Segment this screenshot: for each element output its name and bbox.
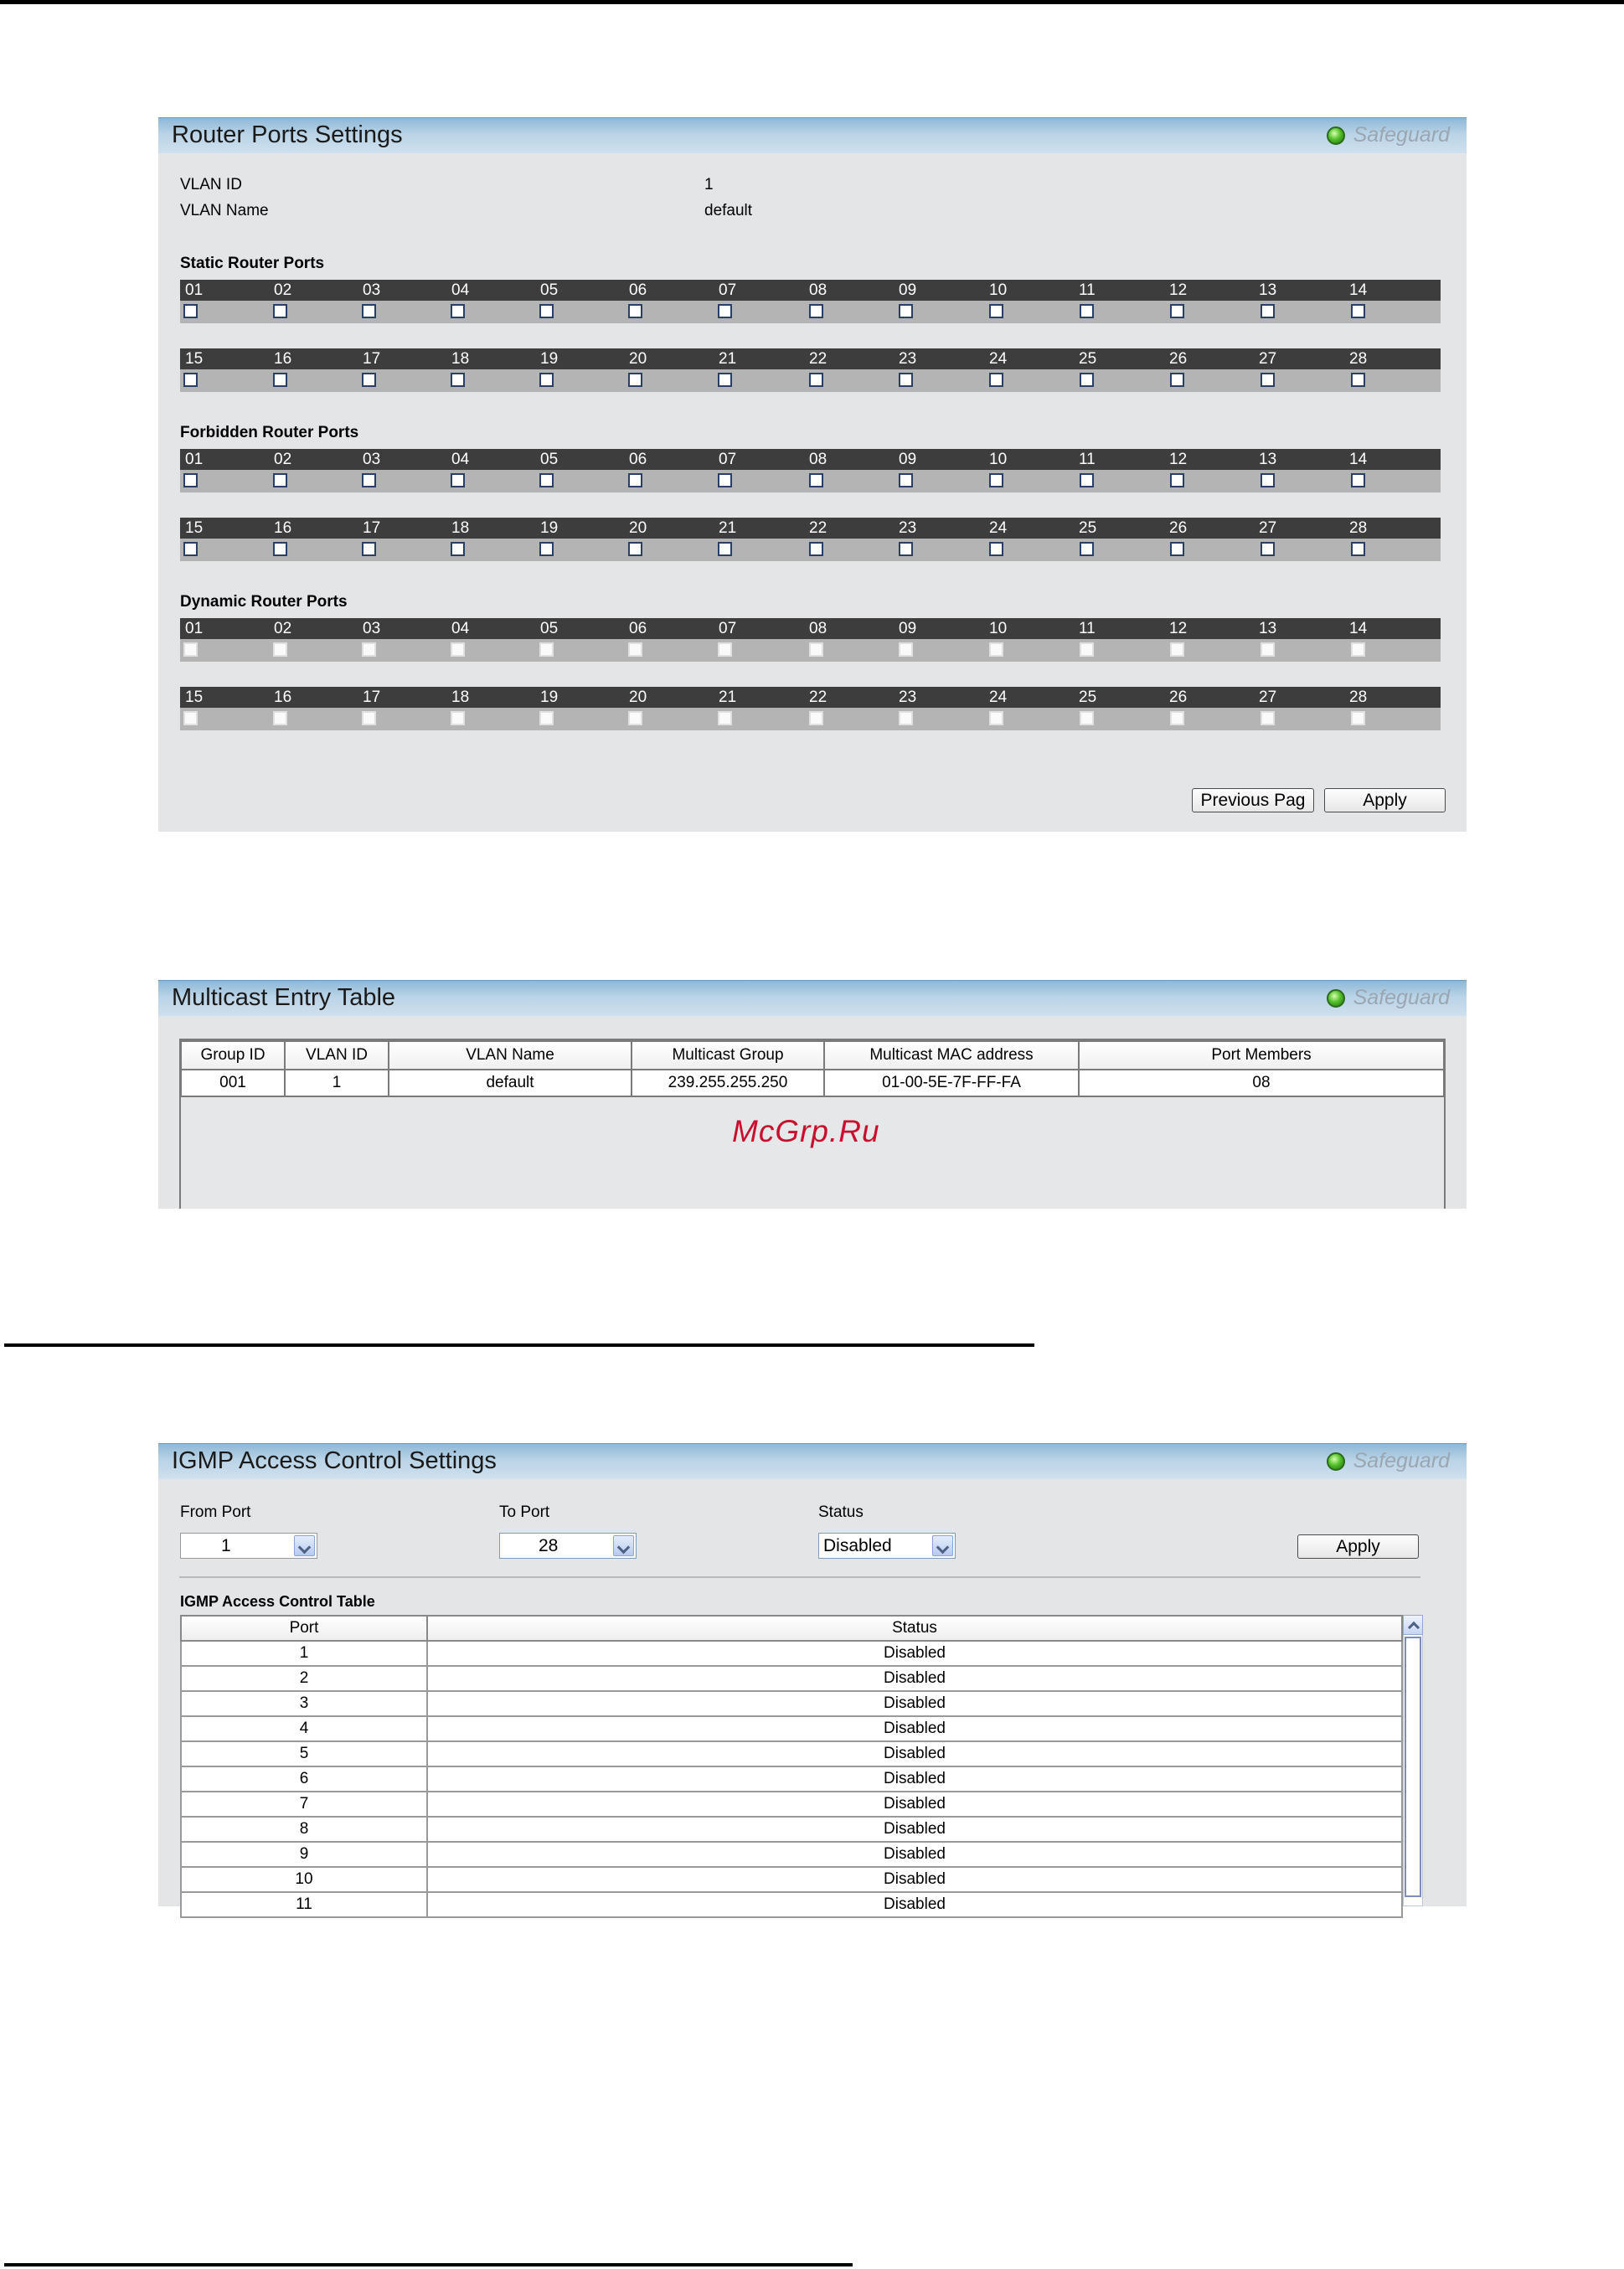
chevron-down-icon[interactable] xyxy=(613,1535,634,1556)
port-checkbox[interactable] xyxy=(628,542,642,556)
table-row xyxy=(181,1766,1402,1792)
port-checkbox[interactable] xyxy=(273,304,287,318)
port-number: 19 xyxy=(540,688,559,706)
column-header: Group ID xyxy=(181,1041,285,1070)
status-cell: Disabled xyxy=(427,1892,1402,1917)
port-number: 19 xyxy=(540,519,559,537)
port-number: 13 xyxy=(1259,281,1277,299)
port-number: 24 xyxy=(989,688,1008,706)
port-number: 15 xyxy=(185,350,204,368)
table-cell: 1 xyxy=(285,1070,389,1096)
port-checkbox[interactable] xyxy=(718,373,732,387)
port-number: 23 xyxy=(899,688,917,706)
section-title: Static Router Ports xyxy=(180,255,325,272)
port-number: 09 xyxy=(899,620,917,637)
from-port-value: 1 xyxy=(221,1536,231,1555)
apply-button[interactable]: Apply xyxy=(1324,788,1446,812)
port-checkbox[interactable] xyxy=(183,373,198,387)
port-number: 14 xyxy=(1349,620,1368,637)
port-number: 13 xyxy=(1259,620,1277,637)
to-port-label: To Port xyxy=(499,1503,550,1521)
multicast-entry-table xyxy=(180,1040,1445,1097)
column-header: VLAN ID xyxy=(285,1041,389,1070)
port-checkbox[interactable] xyxy=(718,542,732,556)
from-port-label: From Port xyxy=(180,1503,251,1521)
port-number: 10 xyxy=(989,281,1008,299)
to-port-select[interactable] xyxy=(499,1533,637,1559)
table-row xyxy=(181,1792,1402,1817)
port-number: 02 xyxy=(274,620,292,637)
port-checkbox xyxy=(539,711,554,725)
port-checkbox[interactable] xyxy=(451,473,465,487)
status-cell: Disabled xyxy=(427,1766,1402,1792)
table-cell: default xyxy=(389,1070,632,1096)
port-checkbox[interactable] xyxy=(1351,473,1365,487)
port-checkbox[interactable] xyxy=(451,373,465,387)
to-port-value: 28 xyxy=(539,1536,559,1555)
port-number: 04 xyxy=(451,451,470,468)
port-checkbox[interactable] xyxy=(539,373,554,387)
port-number-bar xyxy=(180,618,1441,639)
port-cell: 2 xyxy=(181,1666,427,1691)
port-number: 24 xyxy=(989,350,1008,368)
port-checkbox[interactable] xyxy=(809,542,823,556)
port-cell: 10 xyxy=(181,1867,427,1892)
port-number: 02 xyxy=(274,281,292,299)
port-checkbox[interactable] xyxy=(1080,373,1094,387)
port-number: 14 xyxy=(1349,281,1368,299)
port-checkbox xyxy=(1080,711,1094,725)
safeguard-indicator xyxy=(1327,1449,1450,1473)
port-checkbox xyxy=(628,642,642,657)
previous-page-button[interactable]: Previous Pag xyxy=(1192,788,1314,812)
router-ports-header xyxy=(158,117,1467,153)
port-cell: 3 xyxy=(181,1691,427,1716)
port-checkbox-bar xyxy=(180,470,1441,492)
table-row xyxy=(181,1741,1402,1766)
status-label: Status xyxy=(818,1503,864,1521)
port-checkbox[interactable] xyxy=(1170,304,1184,318)
port-checkbox[interactable] xyxy=(718,473,732,487)
port-number: 20 xyxy=(629,350,647,368)
port-checkbox[interactable] xyxy=(1080,542,1094,556)
table-row xyxy=(181,1641,1402,1666)
port-checkbox[interactable] xyxy=(1351,373,1365,387)
port-number: 06 xyxy=(629,451,647,468)
table-row xyxy=(181,1842,1402,1867)
port-checkbox xyxy=(539,642,554,657)
port-checkbox xyxy=(183,711,198,725)
port-number: 24 xyxy=(989,519,1008,537)
port-number: 14 xyxy=(1349,451,1368,468)
port-checkbox xyxy=(628,711,642,725)
port-checkbox[interactable] xyxy=(539,304,554,318)
section-title: Dynamic Router Ports xyxy=(180,593,348,611)
port-number: 28 xyxy=(1349,350,1368,368)
port-checkbox xyxy=(273,642,287,657)
safeguard-indicator xyxy=(1327,123,1450,147)
port-number: 22 xyxy=(809,519,827,537)
port-number: 06 xyxy=(629,281,647,299)
port-number-bar xyxy=(180,687,1441,708)
port-checkbox[interactable] xyxy=(539,473,554,487)
port-row xyxy=(180,618,1441,662)
port-cell: 11 xyxy=(181,1892,427,1917)
port-number: 04 xyxy=(451,281,470,299)
port-number: 04 xyxy=(451,620,470,637)
multicast-header xyxy=(158,980,1467,1016)
table-cell: 001 xyxy=(181,1070,285,1096)
port-number: 11 xyxy=(1079,451,1096,468)
port-number: 07 xyxy=(719,620,737,637)
port-checkbox[interactable] xyxy=(628,373,642,387)
port-checkbox xyxy=(451,642,465,657)
scroll-up-icon[interactable] xyxy=(1403,1615,1423,1635)
port-number: 16 xyxy=(274,519,292,537)
port-number: 26 xyxy=(1169,519,1188,537)
port-number: 20 xyxy=(629,519,647,537)
port-checkbox xyxy=(1261,642,1275,657)
port-number: 22 xyxy=(809,688,827,706)
port-checkbox[interactable] xyxy=(1261,304,1275,318)
port-row xyxy=(180,449,1441,492)
port-cell: 1 xyxy=(181,1641,427,1666)
port-checkbox[interactable] xyxy=(451,542,465,556)
panel-title: Router Ports Settings xyxy=(172,121,403,148)
status-cell: Disabled xyxy=(427,1867,1402,1892)
port-checkbox xyxy=(451,711,465,725)
port-number: 08 xyxy=(809,620,827,637)
table-cell: 08 xyxy=(1079,1070,1444,1096)
column-header: Port xyxy=(181,1616,427,1641)
port-checkbox[interactable] xyxy=(989,473,1003,487)
port-number: 25 xyxy=(1079,688,1097,706)
port-checkbox xyxy=(1351,642,1365,657)
chevron-down-icon[interactable] xyxy=(294,1535,315,1556)
igmp-panel xyxy=(158,1443,1467,1913)
port-number: 27 xyxy=(1259,688,1277,706)
port-checkbox xyxy=(718,711,732,725)
port-checkbox xyxy=(273,711,287,725)
port-checkbox[interactable] xyxy=(362,473,376,487)
port-checkbox[interactable] xyxy=(183,304,198,318)
port-number: 21 xyxy=(719,350,737,368)
bottom-page-rule xyxy=(4,2263,853,2266)
port-number: 11 xyxy=(1079,281,1096,299)
port-checkbox[interactable] xyxy=(1080,304,1094,318)
port-number: 01 xyxy=(185,451,204,468)
port-checkbox[interactable] xyxy=(362,304,376,318)
port-cell: 9 xyxy=(181,1842,427,1867)
port-checkbox xyxy=(809,642,823,657)
port-number: 17 xyxy=(363,519,381,537)
port-checkbox[interactable] xyxy=(1261,373,1275,387)
port-checkbox[interactable] xyxy=(1170,542,1184,556)
port-number: 19 xyxy=(540,350,559,368)
status-cell: Disabled xyxy=(427,1817,1402,1842)
igmp-table-title: IGMP Access Control Table xyxy=(180,1593,375,1610)
port-checkbox[interactable] xyxy=(451,304,465,318)
port-number: 21 xyxy=(719,519,737,537)
port-number: 09 xyxy=(899,451,917,468)
port-checkbox[interactable] xyxy=(539,542,554,556)
port-number: 18 xyxy=(451,688,470,706)
port-number: 11 xyxy=(1079,620,1096,637)
port-checkbox[interactable] xyxy=(183,473,198,487)
port-cell: 7 xyxy=(181,1792,427,1817)
table-row xyxy=(181,1817,1402,1842)
middle-page-rule xyxy=(4,1343,1034,1347)
port-checkbox xyxy=(718,642,732,657)
port-number: 15 xyxy=(185,688,204,706)
port-checkbox[interactable] xyxy=(718,304,732,318)
port-number: 02 xyxy=(274,451,292,468)
port-checkbox xyxy=(1261,711,1275,725)
safeguard-indicator xyxy=(1327,986,1450,1010)
port-checkbox xyxy=(989,711,1003,725)
port-number: 26 xyxy=(1169,688,1188,706)
port-checkbox-bar xyxy=(180,369,1441,392)
port-checkbox xyxy=(362,711,376,725)
safeguard-label: Safeguard xyxy=(1353,1449,1450,1472)
port-number-bar xyxy=(180,449,1441,470)
port-checkbox[interactable] xyxy=(899,542,913,556)
port-checkbox[interactable] xyxy=(1351,542,1365,556)
status-cell: Disabled xyxy=(427,1716,1402,1741)
divider xyxy=(179,1576,1420,1578)
port-number: 09 xyxy=(899,281,917,299)
router-ports-panel xyxy=(158,117,1467,832)
port-checkbox xyxy=(362,642,376,657)
safeguard-status-icon xyxy=(1327,1452,1345,1471)
status-select[interactable] xyxy=(818,1533,956,1559)
port-row xyxy=(180,280,1441,323)
chevron-down-icon[interactable] xyxy=(932,1535,953,1556)
port-checkbox[interactable] xyxy=(362,542,376,556)
port-number: 03 xyxy=(363,451,381,468)
scrollbar-thumb[interactable] xyxy=(1405,1637,1421,1897)
status-cell: Disabled xyxy=(427,1691,1402,1716)
port-number: 27 xyxy=(1259,519,1277,537)
apply-button[interactable]: Apply xyxy=(1297,1534,1419,1559)
port-number: 17 xyxy=(363,688,381,706)
port-number: 08 xyxy=(809,451,827,468)
port-number: 20 xyxy=(629,688,647,706)
port-checkbox-bar xyxy=(180,301,1441,323)
port-checkbox[interactable] xyxy=(1351,304,1365,318)
port-checkbox[interactable] xyxy=(989,373,1003,387)
table-row xyxy=(181,1691,1402,1716)
safeguard-label: Safeguard xyxy=(1353,986,1450,1009)
port-checkbox xyxy=(899,642,913,657)
port-number: 12 xyxy=(1169,451,1188,468)
port-number: 08 xyxy=(809,281,827,299)
port-number: 01 xyxy=(185,620,204,637)
port-checkbox[interactable] xyxy=(273,542,287,556)
port-number: 23 xyxy=(899,519,917,537)
port-checkbox-bar xyxy=(180,639,1441,662)
column-header: Multicast MAC address xyxy=(824,1041,1079,1070)
port-number: 01 xyxy=(185,281,204,299)
table-row xyxy=(181,1867,1402,1892)
column-header: VLAN Name xyxy=(389,1041,632,1070)
port-number: 03 xyxy=(363,620,381,637)
port-number: 05 xyxy=(540,451,559,468)
port-checkbox xyxy=(1351,711,1365,725)
port-checkbox[interactable] xyxy=(899,304,913,318)
port-checkbox xyxy=(809,711,823,725)
port-checkbox[interactable] xyxy=(899,473,913,487)
port-checkbox xyxy=(1170,642,1184,657)
safeguard-status-icon xyxy=(1327,989,1345,1008)
port-number: 12 xyxy=(1169,620,1188,637)
section-title: Forbidden Router Ports xyxy=(180,424,359,441)
port-cell: 4 xyxy=(181,1716,427,1741)
port-checkbox[interactable] xyxy=(809,473,823,487)
vlan-name-label: VLAN Name xyxy=(180,202,269,219)
watermark-text: McGrp.Ru xyxy=(732,1114,880,1148)
table-row xyxy=(181,1716,1402,1741)
table-cell: 239.255.255.250 xyxy=(632,1070,824,1096)
port-number: 16 xyxy=(274,688,292,706)
port-checkbox[interactable] xyxy=(1170,473,1184,487)
from-port-select[interactable] xyxy=(180,1533,317,1559)
status-cell: Disabled xyxy=(427,1842,1402,1867)
port-checkbox xyxy=(989,642,1003,657)
port-row xyxy=(180,518,1441,561)
panel-title: Multicast Entry Table xyxy=(172,984,396,1011)
port-checkbox xyxy=(1170,711,1184,725)
table-cell: 01-00-5E-7F-FF-FA xyxy=(824,1070,1079,1096)
port-number-bar xyxy=(180,518,1441,539)
port-checkbox[interactable] xyxy=(273,373,287,387)
port-checkbox xyxy=(1080,642,1094,657)
port-checkbox[interactable] xyxy=(1261,473,1275,487)
port-checkbox[interactable] xyxy=(989,304,1003,318)
port-number: 25 xyxy=(1079,350,1097,368)
port-checkbox-bar xyxy=(180,708,1441,730)
port-number: 07 xyxy=(719,451,737,468)
status-cell: Disabled xyxy=(427,1641,1402,1666)
port-checkbox[interactable] xyxy=(1261,542,1275,556)
port-number: 05 xyxy=(540,281,559,299)
column-header: Port Members xyxy=(1079,1041,1444,1070)
port-number: 28 xyxy=(1349,519,1368,537)
port-checkbox[interactable] xyxy=(628,473,642,487)
table-row xyxy=(181,1892,1402,1917)
port-checkbox[interactable] xyxy=(989,542,1003,556)
port-checkbox[interactable] xyxy=(1170,373,1184,387)
vlan-name-value: default xyxy=(704,202,753,219)
port-row xyxy=(180,348,1441,392)
port-number: 07 xyxy=(719,281,737,299)
port-checkbox xyxy=(183,642,198,657)
port-row xyxy=(180,687,1441,730)
port-number: 03 xyxy=(363,281,381,299)
port-number: 10 xyxy=(989,620,1008,637)
port-cell: 5 xyxy=(181,1741,427,1766)
igmp-access-control-table xyxy=(180,1615,1403,1918)
port-checkbox[interactable] xyxy=(809,304,823,318)
port-checkbox[interactable] xyxy=(1080,473,1094,487)
port-checkbox[interactable] xyxy=(628,304,642,318)
port-number: 25 xyxy=(1079,519,1097,537)
status-cell: Disabled xyxy=(427,1741,1402,1766)
port-cell: 8 xyxy=(181,1817,427,1842)
port-number: 23 xyxy=(899,350,917,368)
port-number: 05 xyxy=(540,620,559,637)
port-number: 06 xyxy=(629,620,647,637)
status-cell: Disabled xyxy=(427,1792,1402,1817)
port-checkbox[interactable] xyxy=(183,542,198,556)
port-number: 27 xyxy=(1259,350,1277,368)
port-number: 21 xyxy=(719,688,737,706)
port-number: 18 xyxy=(451,350,470,368)
column-header: Multicast Group xyxy=(632,1041,824,1070)
vlan-id-value: 1 xyxy=(704,176,714,193)
top-page-rule xyxy=(0,0,1624,4)
port-checkbox[interactable] xyxy=(899,373,913,387)
status-value: Disabled xyxy=(823,1536,892,1555)
table-row xyxy=(181,1070,1444,1096)
igmp-header xyxy=(158,1443,1467,1479)
port-number: 18 xyxy=(451,519,470,537)
status-cell: Disabled xyxy=(427,1666,1402,1691)
safeguard-label: Safeguard xyxy=(1353,123,1450,147)
port-number: 26 xyxy=(1169,350,1188,368)
column-header: Status xyxy=(427,1616,1402,1641)
port-cell: 6 xyxy=(181,1766,427,1792)
port-number: 17 xyxy=(363,350,381,368)
port-checkbox[interactable] xyxy=(809,373,823,387)
port-number: 16 xyxy=(274,350,292,368)
multicast-panel xyxy=(158,980,1467,1209)
port-number: 22 xyxy=(809,350,827,368)
port-checkbox[interactable] xyxy=(362,373,376,387)
port-number: 13 xyxy=(1259,451,1277,468)
port-number-bar xyxy=(180,348,1441,369)
port-number: 12 xyxy=(1169,281,1188,299)
port-number: 15 xyxy=(185,519,204,537)
safeguard-status-icon xyxy=(1327,126,1345,145)
port-checkbox[interactable] xyxy=(273,473,287,487)
port-checkbox xyxy=(899,711,913,725)
vlan-id-label: VLAN ID xyxy=(180,176,242,193)
panel-title: IGMP Access Control Settings xyxy=(172,1447,497,1474)
port-number: 28 xyxy=(1349,688,1368,706)
port-number-bar xyxy=(180,280,1441,301)
port-checkbox-bar xyxy=(180,539,1441,561)
port-number: 10 xyxy=(989,451,1008,468)
table-row xyxy=(181,1666,1402,1691)
